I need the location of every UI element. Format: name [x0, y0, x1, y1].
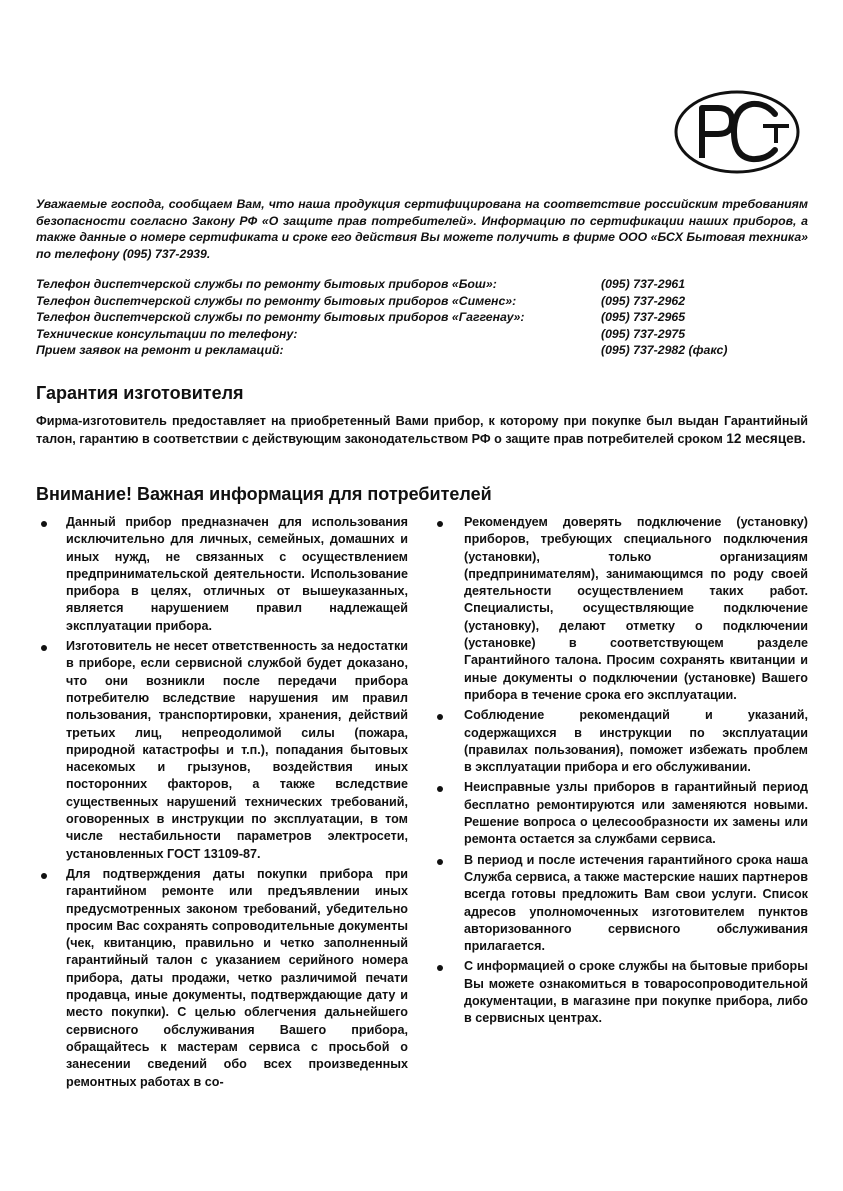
warranty-term: 12 месяцев.	[726, 431, 806, 447]
contact-phone: (095) 737-2982 (факс)	[601, 343, 728, 358]
contact-row-consulting	[36, 326, 808, 343]
list-item-text: Для подтверждения даты покупки прибора при гарантийном ремонте или предъявлении иных предусмотренных законом требований, убедительно просим Вас сохранять сопроводительные документы (чек, квитанцию, правильно и четко заполненный гарантийный талон с указанием серийного номера прибора, даты продажи, четко различимой печати продавца, иные документы, подтверждающие дату и место покупки). С целью облегчения дальнейшего сервисного обслуживания Вашего прибора, обращайтесь к мастерам сервиса с просьбой о занесении сведений обо всех произведенных ремонтных работах в со-	[66, 866, 408, 1089]
contact-label: Телефон диспетчерской службы по ремонту бытовых приборов «Сименс»:	[36, 293, 517, 308]
warranty-heading: Гарантия изготовителя	[36, 383, 244, 403]
contact-list	[36, 276, 808, 359]
bullet-icon	[437, 965, 443, 971]
list-item-text: Данный прибор предназначен для использования исключительно для личных, семейных, домашних и иных нужд, не связанных с осуществлением предпринимательской деятельности. Использование прибора в целях, отличных от вышеуказанных, является нарушением правил надлежащей эксплуатации прибора.	[66, 515, 408, 633]
warranty-body: Фирма-изготовитель предоставляет на приобретенный Вами прибор, к которому при покупке был выдан Гарантийный талон, гарантию в соответствии с действующим законодательством РФ о защите прав потребителей сроком	[36, 414, 808, 447]
contact-label: Телефон диспетчерской службы по ремонту бытовых приборов «Бош»:	[36, 277, 497, 291]
contact-phone: (095) 737-2975	[601, 326, 686, 341]
list-item	[36, 514, 408, 635]
contact-row-siemens	[36, 293, 808, 310]
certification-logo	[672, 88, 802, 176]
list-item-text: Соблюдение рекомендаций и указаний, содержащихся в инструкции по эксплуатации (правилах пользования), поможет избежать проблем в эксплуатации прибора и его обслуживании.	[464, 708, 808, 775]
bullet-icon	[437, 714, 443, 720]
list-item-text: С информацией о сроке службы на бытовые приборы Вы можете ознакомиться в товаросопроводительной документации, в магазине при покупке прибора, либо в сервисных центрах.	[464, 959, 808, 1026]
attention-heading: Внимание! Важная информация для потребителей	[36, 484, 492, 504]
bullet-icon	[41, 645, 47, 651]
list-item-text: Изготовитель не несет ответственность за недостатки в приборе, если сервисной службой будет доказано, что они возникли после передачи прибора потребителю вследствие нарушения им правил пользования, транспортировки, хранения, действий третьих лиц, непреодолимой силы (пожара, природной катастрофы и т.п.), попадания бытовых насекомых и грызунов, воздействия иных посторонних факторов, а также вследствие существенных нарушений технических требований, оговоренных в инструкции по эксплуатации, в том числе нестабильности параметров электросети, установленных ГОСТ 13109-87.	[66, 639, 408, 861]
list-item	[36, 866, 408, 1091]
list-item	[432, 852, 808, 956]
list-item	[432, 779, 808, 848]
bullet-icon	[437, 521, 443, 527]
bullet-icon	[41, 873, 47, 879]
bullet-icon	[437, 859, 443, 865]
bullet-icon	[437, 786, 443, 792]
list-item-text: Рекомендуем доверять подключение (установку) приборов, требующих специального подключения (установки), только организациям (предпринимателям), занимающимся по роду своей деятельности осуществлением таких работ. Специалисты, осуществляющие подключение (установку), делают отметку о подключении (установке) в соответствующем разделе Гарантийного талона. Просим сохранять квитанции и иные документы о подключении (установке) Вашего прибора в течение срока его эксплуатации.	[464, 515, 808, 702]
contact-label: Прием заявок на ремонт и рекламаций:	[36, 343, 284, 358]
list-item	[432, 514, 808, 704]
list-item	[36, 638, 408, 863]
contact-row-gaggenau	[36, 309, 808, 326]
contact-phone: (095) 737-2962	[601, 293, 686, 308]
contact-label: Телефон диспетчерской службы по ремонту бытовых приборов «Гаггенау»:	[36, 310, 525, 325]
attention-list-right	[432, 514, 808, 1124]
warranty-text	[36, 413, 808, 449]
list-item-text: В период и после истечения гарантийного срока наша Служба сервиса, а также мастерские наших партнеров всегда готовы предложить Вам свои услуги. Список адресов уполномоченных изготовителем пунктов авторизованного сервисного обслуживания прилагается.	[464, 852, 808, 954]
certification-notice: Уважаемые господа, сообщаем Вам, что наша продукция сертифицирована на соответствие российским требованиям безопасности согласно Закону РФ «О защите прав потребителей». Информацию по сертификации наших приборов, а также данные о номере сертификата и сроке его действия Вы можете получить в фирме ООО «БСХ Бытовая техника» по телефону (095) 737-2939.	[36, 197, 808, 261]
contact-label: Технические консультации по телефону:	[36, 326, 298, 341]
contact-phone: (095) 737-2961	[601, 277, 686, 291]
contact-row-repair-requests	[36, 342, 808, 359]
contact-phone: (095) 737-2965	[601, 310, 686, 325]
contact-row-bosch	[36, 276, 808, 293]
attention-list-left	[36, 514, 408, 1124]
list-item	[432, 958, 808, 1027]
bullet-icon	[41, 521, 47, 527]
list-item-text: Неисправные узлы приборов в гарантийный период бесплатно ремонтируются или заменяются новыми. Решение вопроса о целесообразности их замены или ремонта остается за службами сервиса.	[464, 780, 808, 847]
list-item	[432, 707, 808, 776]
